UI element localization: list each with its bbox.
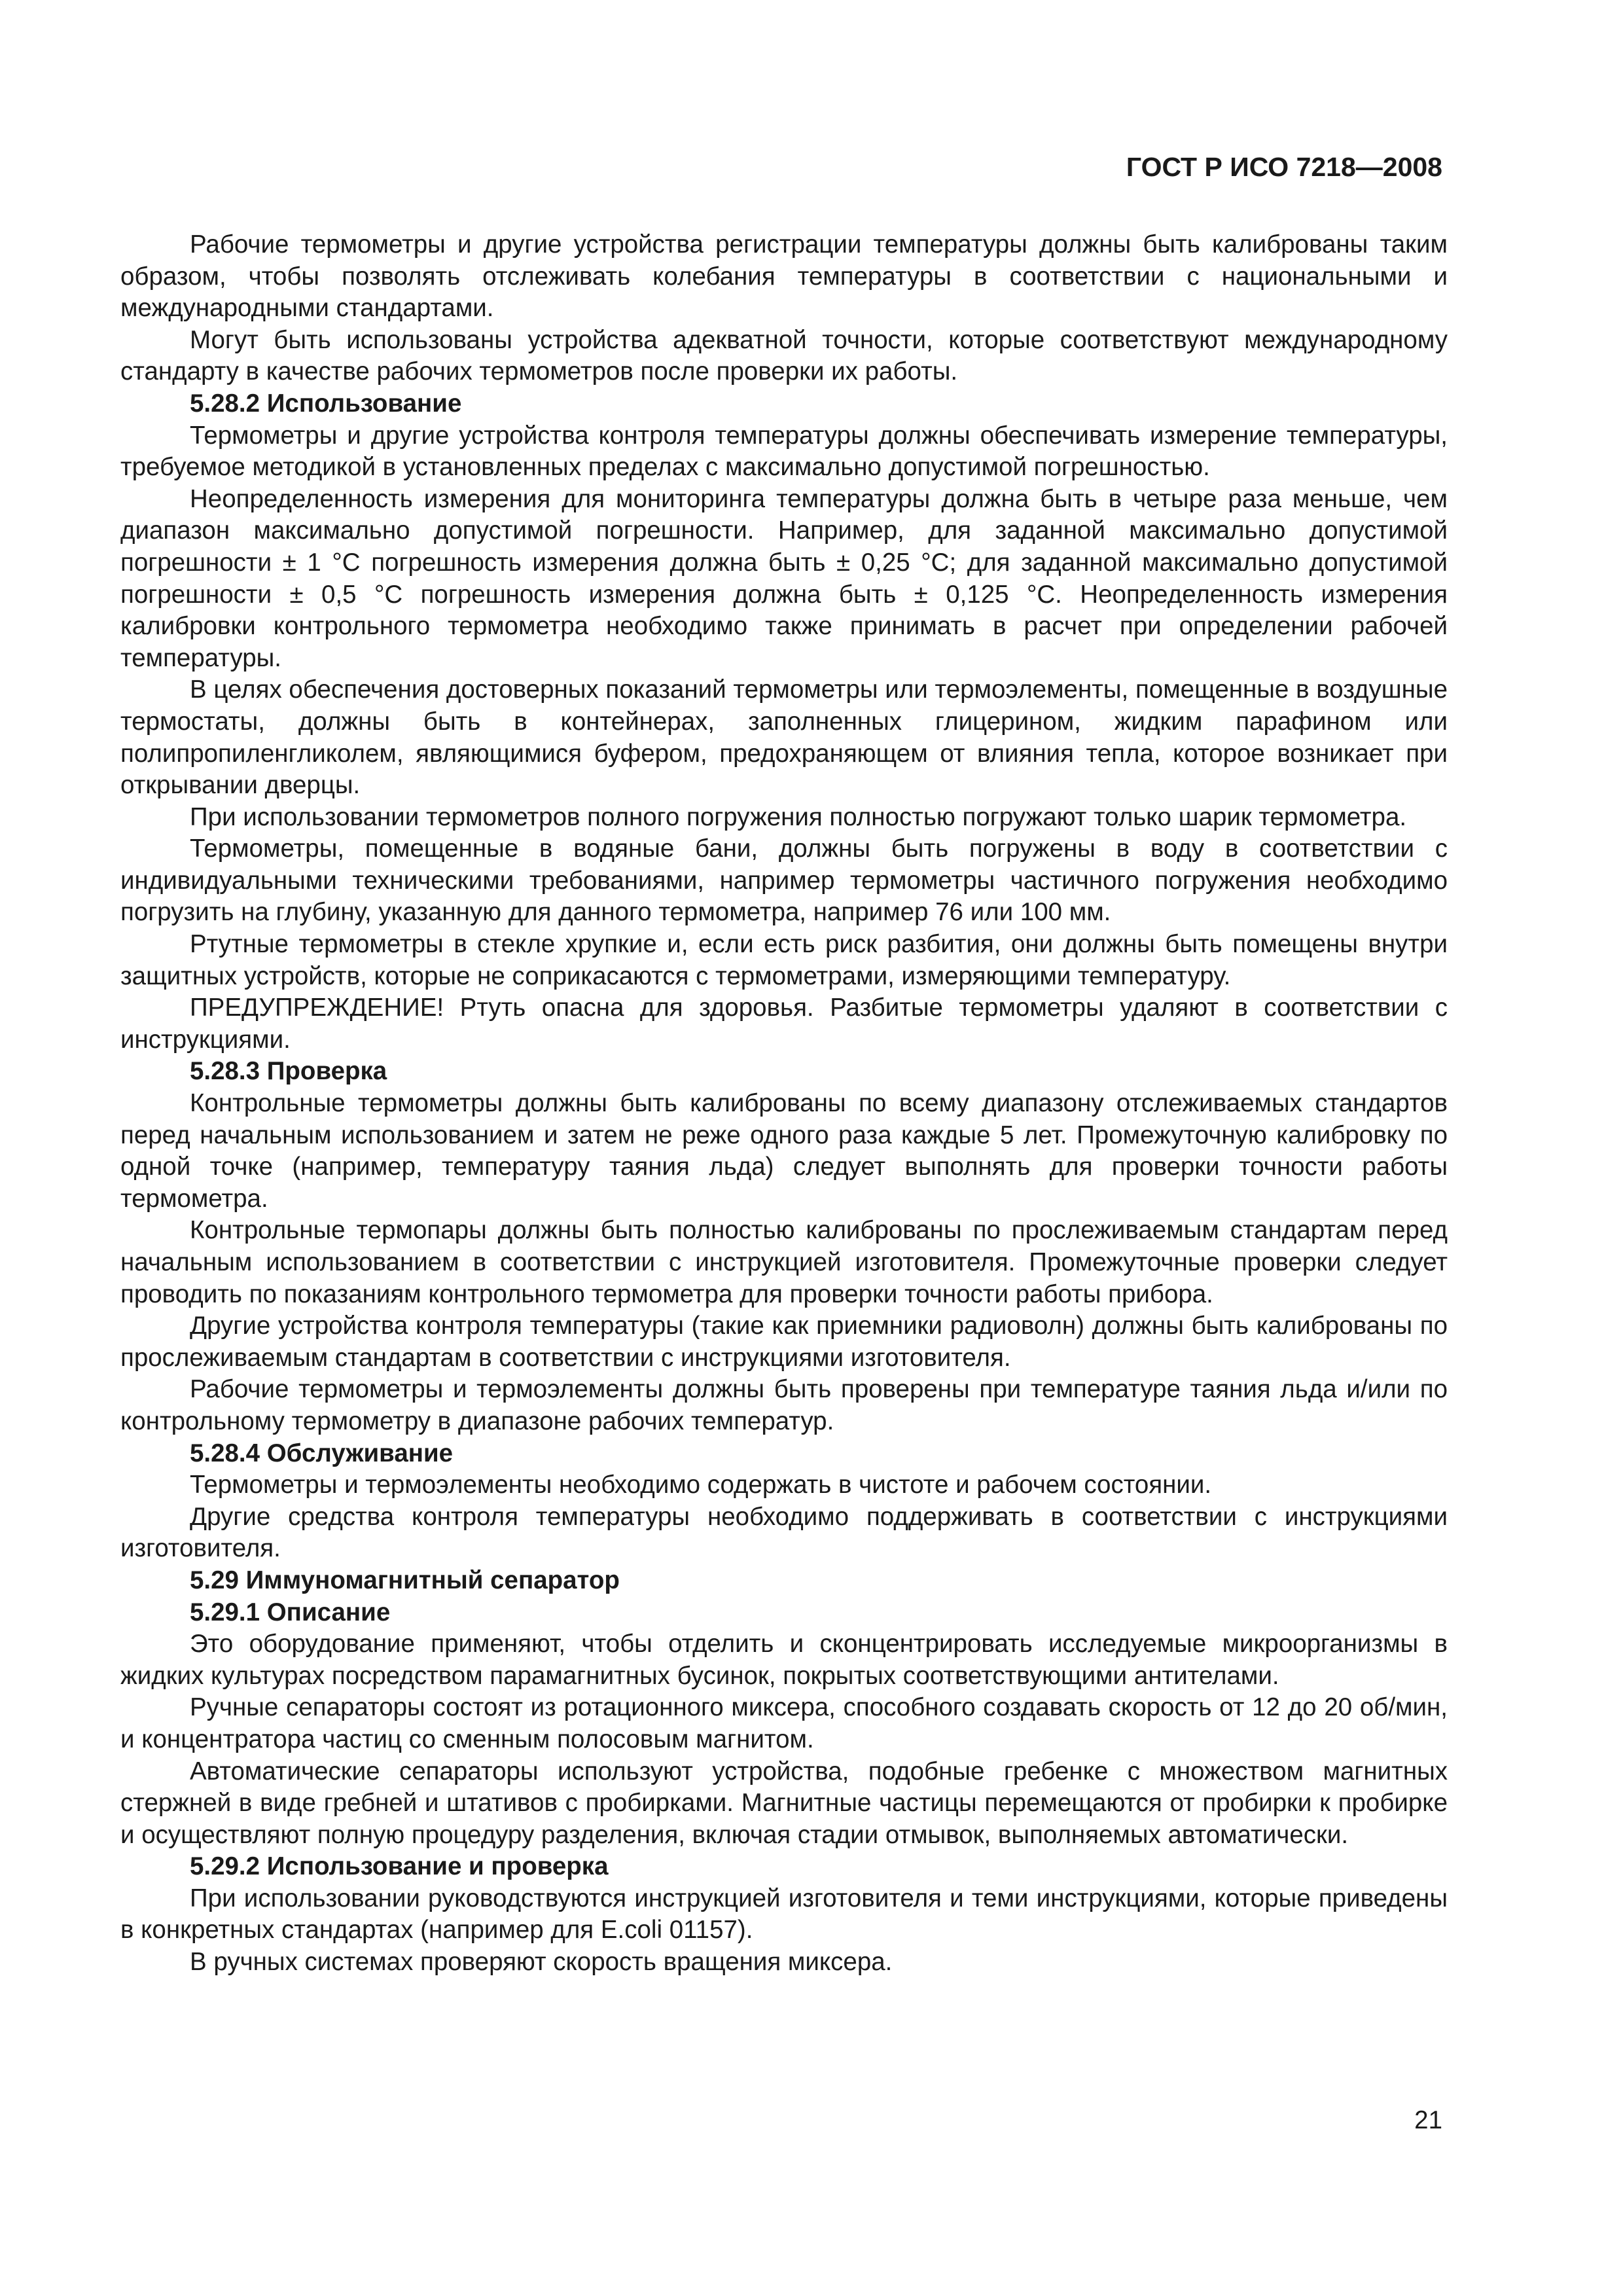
paragraph: Рабочие термометры и другие устройства регистрации температуры должны быть калиброваны таким образом, чтобы позволять отслеживать колебания температуры в соответствии с национальными и международными стандартами. bbox=[120, 230, 1448, 323]
section-heading: 5.29 Иммуномагнитный сепаратор bbox=[190, 1566, 620, 1594]
paragraph: Другие устройства контроля температуры (такие как приемники радиоволн) должны быть калиброваны по прослеживаемым стандартам в соответствии с инструкциями изготовителя. bbox=[120, 1312, 1448, 1372]
standard-header: ГОСТ Р ИСО 7218—2008 bbox=[1126, 152, 1442, 182]
paragraph: В целях обеспечения достоверных показаний термометры или термоэлементы, помещенные в воздушные термостаты, должны быть в контейнерах, заполненных глицерином, жидким парафином или полипропиленгликолем, являющимися буфером, предохраняющем от влияния тепла, которое возникает при открывании дверцы. bbox=[120, 675, 1448, 800]
section-heading: 5.29.1 Описание bbox=[190, 1598, 391, 1626]
section-heading: 5.28.3 Проверка bbox=[190, 1057, 387, 1086]
paragraph: При использовании термометров полного погружения полностью погружают только шарик термометра. bbox=[190, 802, 1407, 831]
paragraph: Это оборудование применяют, чтобы отделить и сконцентрировать исследуемые микроорганизмы в жидких культурах посредством парамагнитных бусинок, покрытых соответствующими антителами. bbox=[120, 1630, 1448, 1690]
page-number: 21 bbox=[1414, 2106, 1442, 2134]
section-heading: 5.29.2 Использование и проверка bbox=[190, 1852, 609, 1881]
paragraph: Термометры и другие устройства контроля температуры должны обеспечивать измерение температуры, требуемое методикой в установленных пределах с максимально допустимой погрешностью. bbox=[120, 421, 1448, 482]
paragraph: Могут быть использованы устройства адекватной точности, которые соответствуют международному стандарту в качестве рабочих термометров после проверки их работы. bbox=[120, 325, 1448, 386]
paragraph: Термометры, помещенные в водяные бани, должны быть погружены в воду в соответствии с индивидуальными техническими требованиями, например термометры частичного погружения необходимо погрузить на глубину, указанную для данного термометра, например 76 или 100 мм. bbox=[120, 834, 1448, 927]
paragraph: Термометры и термоэлементы необходимо содержать в чистоте и рабочем состоянии. bbox=[190, 1471, 1212, 1499]
paragraph: Контрольные термометры должны быть калиброваны по всему диапазону отслеживаемых стандартов перед начальным использованием и затем не реже одного раза каждые 5 лет. Промежуточную калибровку по одной точке (например, температуру таяния льда) следует выполнять для проверки точности работы термометра. bbox=[120, 1089, 1448, 1213]
paragraph: В ручных системах проверяют скорость вращения миксера. bbox=[190, 1948, 893, 1977]
paragraph: Ручные сепараторы состоят из ротационного миксера, способного создавать скорость от 12 до 20 об/мин, и концентратора частиц со сменным полосовым магнитом. bbox=[120, 1693, 1448, 1753]
document-body bbox=[120, 229, 1448, 1979]
paragraph: ПРЕДУПРЕЖДЕНИЕ! Ртуть опасна для здоровья. Разбитые термометры удаляют в соответствии с инструкциями. bbox=[120, 994, 1448, 1054]
paragraph: При использовании руководствуются инструкцией изготовителя и теми инструкциями, которые приведены в конкретных стандартах (например для E.coli 01157). bbox=[120, 1884, 1448, 1945]
paragraph: Другие средства контроля температуры необходимо поддерживать в соответствии с инструкциями изготовителя. bbox=[120, 1502, 1448, 1563]
paragraph: Ртутные термометры в стекле хрупкие и, если есть риск разбития, они должны быть помещены внутри защитных устройств, которые не соприкасаются с термометрами, измеряющими температуру. bbox=[120, 930, 1448, 990]
paragraph: Рабочие термометры и термоэлементы должны быть проверены при температуре таяния льда и/или по контрольному термометру в диапазоне рабочих температур. bbox=[120, 1375, 1448, 1435]
section-heading: 5.28.4 Обслуживание bbox=[190, 1439, 454, 1467]
paragraph: Неопределенность измерения для мониторинга температуры должна быть в четыре раза меньше, чем диапазон максимально допустимой погрешности. Например, для заданной максимально допустимой погрешности ± 1 °С погрешность измерения должна быть ± 0,25 °С; для заданной максимально допустимой погрешности ± 0,5 °С погрешность измерения должна быть ± 0,125 °С. Неопределенность измерения калибровки контрольного термометра необходимо также принимать в расчет при определении рабочей температуры. bbox=[120, 484, 1448, 672]
paragraph: Контрольные термопары должны быть полностью калиброваны по прослеживаемым стандартам перед начальным использованием в соответствии с инструкцией изготовителя. Промежуточные проверки следует проводить по показаниям контрольного термометра для проверки точности работы прибора. bbox=[120, 1216, 1448, 1308]
section-heading: 5.28.2 Использование bbox=[190, 389, 462, 418]
paragraph: Автоматические сепараторы используют устройства, подобные гребенке с множеством магнитных стержней в виде гребней и штативов с пробирками. Магнитные частицы перемещаются от пробирки к пробирке и осуществляют полную процедуру разделения, включая стадии отмывок, выполняемых автоматически. bbox=[120, 1757, 1448, 1849]
